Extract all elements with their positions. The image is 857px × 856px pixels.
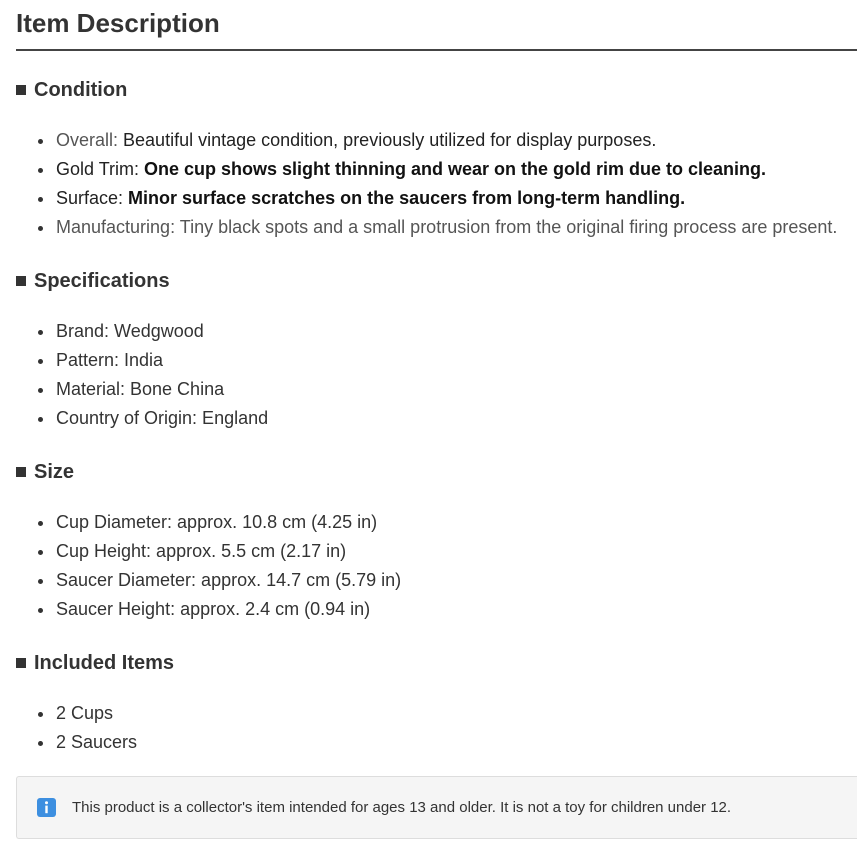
square-bullet-icon bbox=[16, 85, 26, 95]
section-heading-label: Specifications bbox=[34, 270, 170, 292]
title-divider bbox=[16, 49, 857, 51]
list-item: Cup Height: approx. 5.5 cm (2.17 in) bbox=[16, 537, 857, 566]
info-icon bbox=[37, 798, 56, 817]
item-value: Tiny black spots and a small protrusion from the original firing process are present. bbox=[179, 217, 838, 237]
page-title: Item Description bbox=[16, 8, 220, 38]
list-item-manufacturing bbox=[16, 213, 857, 242]
list-item: Material: Bone China bbox=[16, 375, 857, 404]
square-bullet-icon bbox=[16, 658, 26, 668]
square-bullet-icon bbox=[16, 467, 26, 477]
list-item: Cup Diameter: approx. 10.8 cm (4.25 in) bbox=[16, 508, 857, 537]
list-item: Saucer Height: approx. 2.4 cm (0.94 in) bbox=[16, 595, 857, 624]
list-item: 2 Saucers bbox=[16, 728, 857, 757]
item-label: Overall: bbox=[56, 130, 124, 150]
item-label: Manufacturing: bbox=[56, 217, 180, 237]
section-heading-size bbox=[16, 460, 74, 484]
square-bullet-icon bbox=[16, 276, 26, 286]
item-value: Minor surface scratches on the saucers from long-term handling. bbox=[128, 188, 686, 208]
section-heading-label: Included Items bbox=[34, 652, 175, 674]
condition-list bbox=[16, 126, 857, 242]
list-item: Country of Origin: England bbox=[16, 404, 857, 433]
list-item-surface bbox=[16, 184, 857, 213]
list-item: Brand: Wedgwood bbox=[16, 317, 857, 346]
specifications-list bbox=[16, 317, 857, 433]
list-item-gold-trim bbox=[16, 155, 857, 184]
list-item: 2 Cups bbox=[16, 699, 857, 728]
item-value: One cup shows slight thinning and wear on the gold rim due to cleaning. bbox=[144, 159, 767, 179]
section-heading-specifications bbox=[16, 269, 170, 293]
section-heading-included-items bbox=[16, 651, 174, 675]
item-label: Gold Trim: bbox=[56, 159, 145, 179]
list-item-overall bbox=[16, 126, 857, 155]
item-value: Beautiful vintage condition, previously utilized for display purposes. bbox=[123, 130, 657, 150]
item-label: Surface: bbox=[56, 188, 129, 208]
list-item: Pattern: India bbox=[16, 346, 857, 375]
age-notice bbox=[16, 776, 857, 839]
size-list bbox=[16, 508, 857, 624]
item-description-page bbox=[16, 0, 857, 816]
section-heading-label: Condition bbox=[34, 79, 128, 101]
section-heading-label: Size bbox=[34, 461, 75, 483]
list-item: Saucer Diameter: approx. 14.7 cm (5.79 in) bbox=[16, 566, 857, 595]
notice-text: This product is a collector's item intended for ages 13 and older. It is not a toy for children under 12. bbox=[72, 799, 732, 816]
included-items-list bbox=[16, 699, 857, 757]
section-heading-condition bbox=[16, 78, 127, 102]
